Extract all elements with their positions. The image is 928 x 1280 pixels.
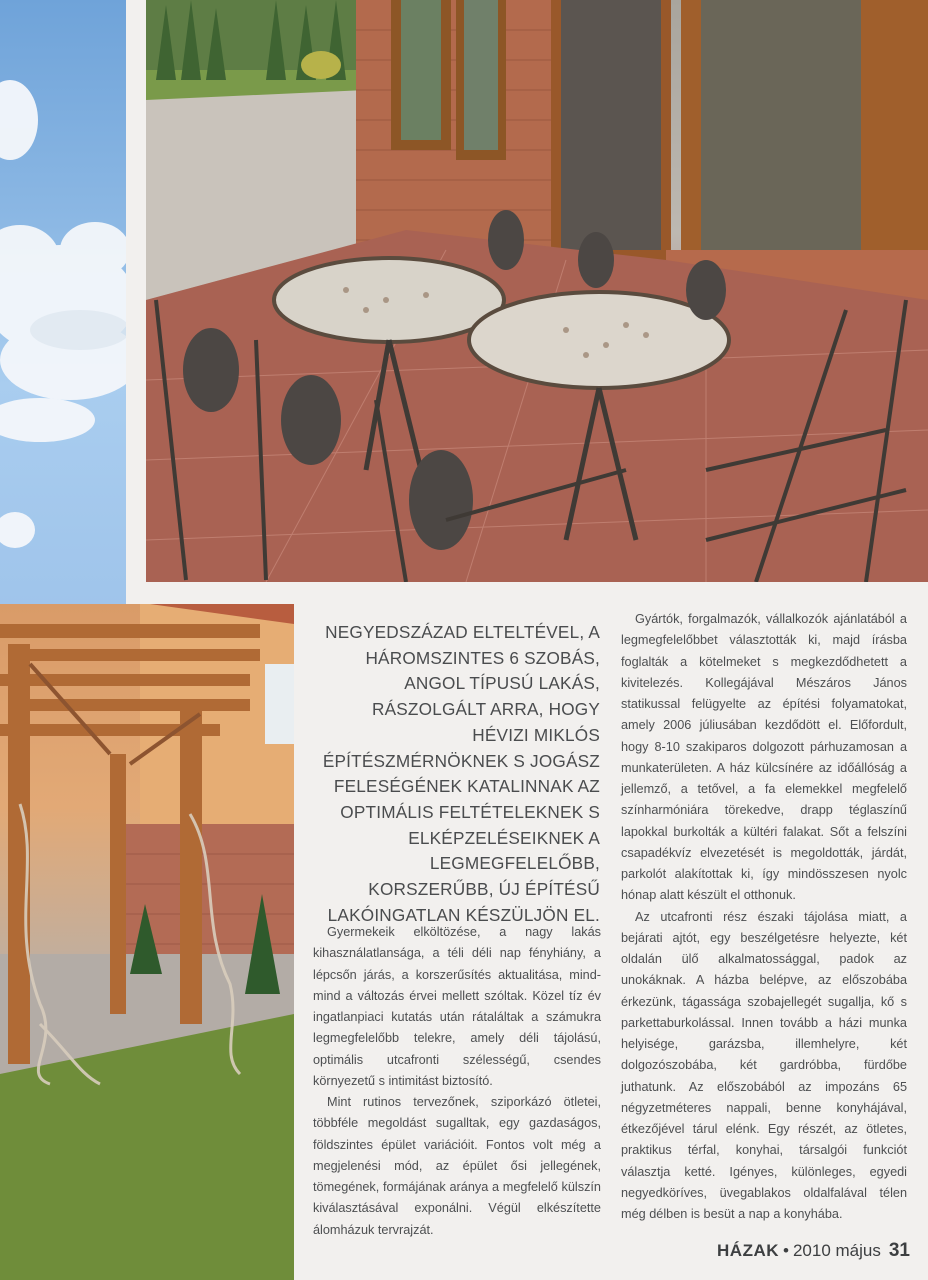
issue-date: 2010 május [792,1241,881,1260]
body-paragraph: Az utcafronti rész északi tájolása miatt, a bejárati ajtót, egy beszélgetésre helyezte, két oldalán ülő alkalmatossággal, padok az unokáknak. A házba belépve, az előszobába érkezünk, tágassága szobajellegét sugallja, kő s parkettaburkolással. Innen tovább a házi munka helyisége, garázsba, illemhelyre, két dolgozószobába, két gardróbba, fürdőbe juthatunk. Az előszobából az impozáns 65 négyzetméteres nappali, benne konyhájával, étkezőjével tárul elénk. Egy részét, az ötletes, praktikus térfal, konyhai, társalgói funkciót választja ketté. Igényes, különleges, egyedi negyedköríves, üvegablakos oldalfalával télen még délben is besüt a nap a konyhába. [621,909,907,1221]
body-column-right [621,609,907,1225]
body-paragraph: Mint rutinos tervezőnek, sziporkázó ötletei, többféle megoldást sugalltak, egy gazdaságos, földszintes épület variációit. Fontos volt még a megjelenési mód, az épület ősi jellegének, tömegének, formájának aránya a megfelelő külszín kiválasztásával exponálni. Végül elkészítette álomházuk tervrajzát. [313,1095,601,1237]
magazine-name: HÁZAK [717,1241,780,1260]
pergola-illustration [0,604,294,1280]
body-paragraph: Gyártók, forgalmazók, vállalkozók ajánlatából a legmegfelelőbbet választották ki, majd írásba foglalták a kötelmeket s megkezdődhetett a kivitelezés. Kollegájával Mészáros János statikussal felügyelte az építési folyamatokat, amely 2006 júliusában kezdődött el. Előfordult, hogy 8-10 szakiparos dolgozott párhuzamosan a munkaterületen. A ház külcsínére az időállóság a jellemző, a tetővel, a fa elemekkel megfelelő színharmóniára törekedve, drapp téglaszínű lapokkal burkolták a kültéri falakat. Sőt a felszíni csapadékvíz elvezetését is megoldották, járdát, parkolót alakítottak ki, így mindösszesen nyolc hónap alatt készült el otthonuk. [621,612,907,903]
page-number: 31 [888,1240,910,1261]
clouds-graphic [0,0,126,640]
pergola-photo [0,604,294,1280]
body-column-left [313,922,601,1241]
sky-photo-strip [0,0,126,640]
page-footer [717,1240,910,1262]
lead-paragraph: NEGYEDSZÁZAD ELTELTÉVEL, A HÁROMSZINTES 6 SZOBÁS, ANGOL TÍPUSÚ LAKÁS, RÁSZOLGÁLT ARRA, HOGY HÉVIZI MIKLÓS ÉPÍTÉSZMÉRNÖKNEK S JOGÁSZ FELESÉGÉNEK KATALINNAK AZ OPTIMÁLIS FELTÉTELEKNEK S ELKÉPZELÉSEIKNEK A LEGMEGFELELŐBB, KORSZERŰBB, ÚJ ÉPÍTÉSŰ LAKÓINGATLAN KÉSZÜLJÖN EL. [322,622,600,925]
patio-illustration [146,0,928,582]
patio-furniture-photo [146,0,928,582]
body-paragraph: Gyermekeik elköltözése, a nagy lakás kihasználatlansága, a téli déli nap fényhiány, a lépcsőn járás, a korszerűsítés aktualitása, mind-mind a változás érvei mellett szóltak. Közel tíz év ingatlanpiaci kutatás után rátaláltak a számukra legmegfelelőbb telekre, amely déli tájolású, optimális utcafronti szélességű, csendes környezetű s intimitást biztosító. [313,925,601,1088]
footer-separator: • [783,1241,789,1260]
